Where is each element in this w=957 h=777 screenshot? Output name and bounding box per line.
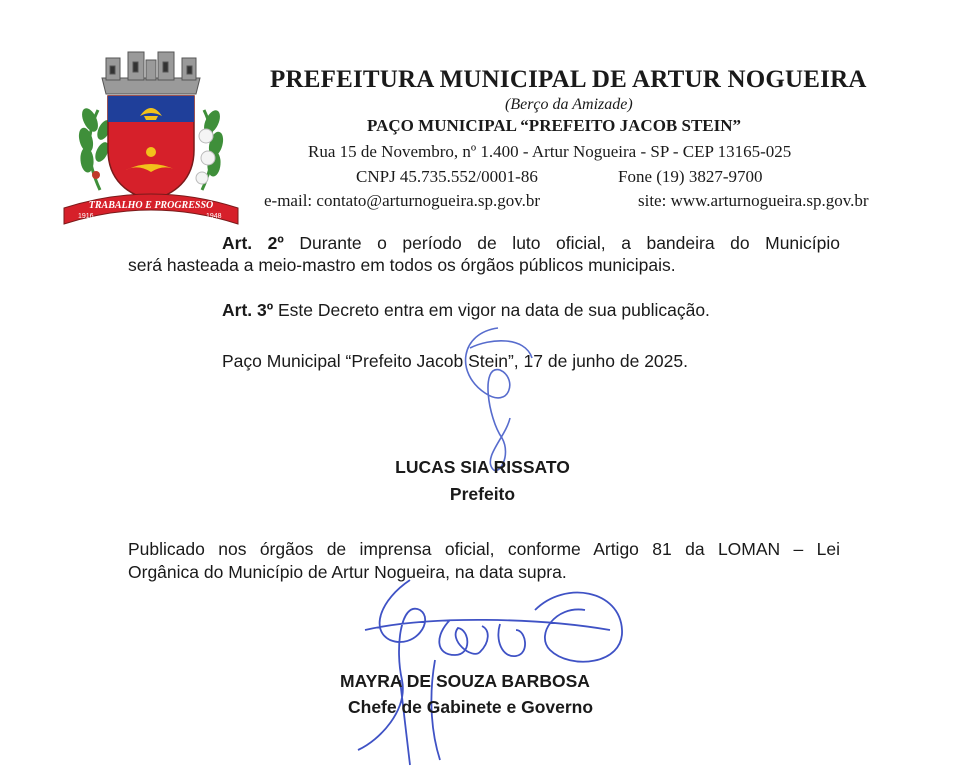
right-branch bbox=[196, 109, 225, 190]
institution-motto: (Berço da Amizade) bbox=[505, 96, 633, 113]
motto-ribbon bbox=[64, 194, 238, 224]
website: site: www.arturnogueira.sp.gov.br bbox=[638, 191, 869, 210]
article-2-label: Art. 2º bbox=[222, 233, 284, 253]
mural-crown bbox=[102, 52, 200, 94]
article-3 bbox=[222, 299, 710, 321]
cnpj: CNPJ 45.735.552/0001-86 bbox=[356, 167, 538, 186]
article-3-text: Este Decreto entra em vigor na data de sua publicação. bbox=[278, 300, 710, 320]
crest-year-right: 1948 bbox=[206, 213, 222, 220]
star bbox=[146, 147, 156, 157]
email: e-mail: contato@arturnogueira.sp.gov.br bbox=[264, 191, 541, 210]
publication-line-1: Publicado nos órgãos de imprensa oficial, conforme Artigo 81 da LOMAN – Lei bbox=[128, 539, 840, 559]
mayor-name: LUCAS SIA RISSATO bbox=[395, 457, 570, 477]
article-2-text-1: Durante o período de luto oficial, a bandeira do Município bbox=[299, 233, 841, 253]
address: Rua 15 de Novembro, nº 1.400 - Artur Nogueira - SP - CEP 13165-025 bbox=[308, 142, 792, 161]
mayor-role: Prefeito bbox=[449, 484, 516, 504]
coat-of-arms-icon bbox=[56, 40, 246, 230]
chief-of-staff-name: MAYRA DE SOUZA BARBOSA bbox=[340, 671, 590, 691]
palace-name: PAÇO MUNICIPAL “PREFEITO JACOB STEIN” bbox=[367, 116, 742, 135]
phone: Fone (19) 3827-9700 bbox=[618, 167, 763, 186]
crest-motto: TRABALHO E PROGRESSO bbox=[88, 200, 214, 211]
crest-year-left: 1916 bbox=[78, 213, 94, 220]
place-and-date: Paço Municipal “Prefeito Jacob Stein”, 17 de junho de 2025. bbox=[222, 351, 688, 371]
article-2-line-2: será hasteada a meio-mastro em todos os órgãos públicos municipais. bbox=[128, 255, 676, 275]
article-3-label: Art. 3º bbox=[222, 300, 274, 320]
chief-of-staff-signature bbox=[340, 560, 640, 770]
article-2-line-1 bbox=[222, 232, 840, 254]
publication-line-2: Orgânica do Município de Artur Nogueira, na data supra. bbox=[128, 562, 567, 582]
chief-of-staff-role: Chefe de Gabinete e Governo bbox=[348, 697, 594, 717]
institution-title: PREFEITURA MUNICIPAL DE ARTUR NOGUEIRA bbox=[270, 66, 867, 93]
